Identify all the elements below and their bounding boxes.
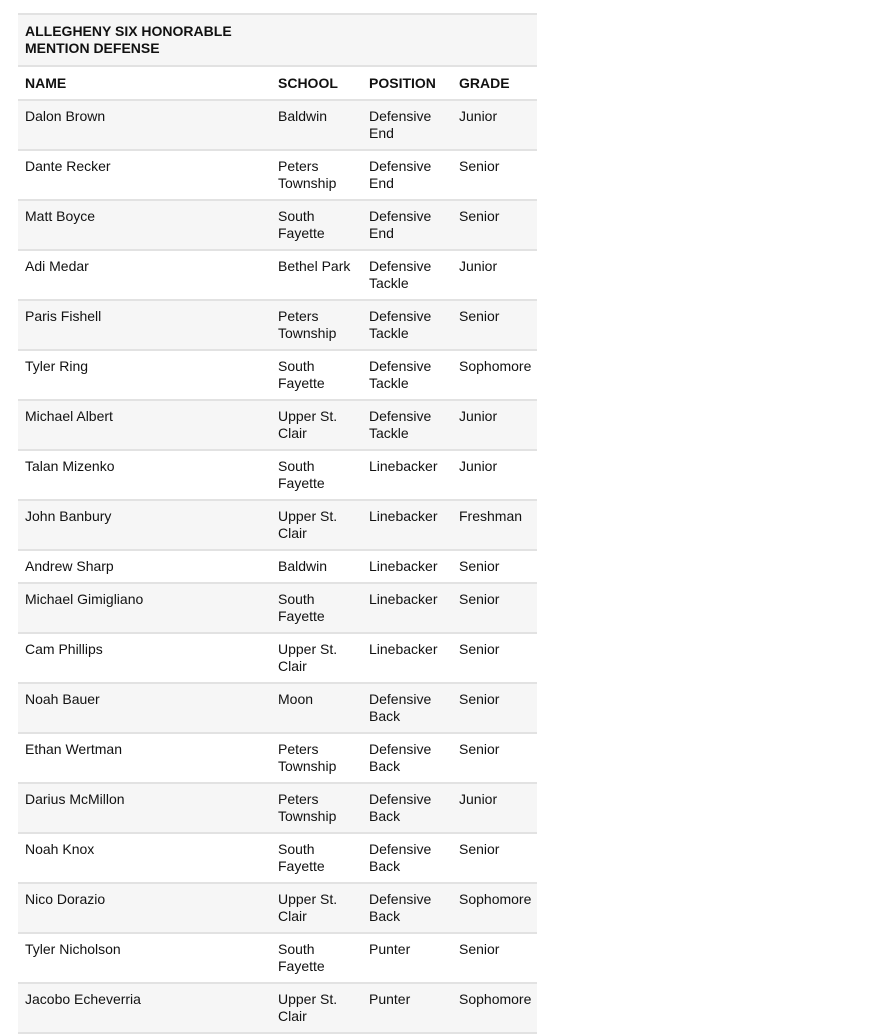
- table-row: [18, 833, 537, 883]
- cell-position: Defensive Tackle: [362, 250, 452, 300]
- cell-position: Punter: [362, 983, 452, 1033]
- cell-position: Defensive Tackle: [362, 400, 452, 450]
- cell-school: Upper St. Clair: [271, 983, 362, 1033]
- table-row: [18, 550, 537, 583]
- table-row: [18, 933, 537, 983]
- cell-position: Defensive End: [362, 200, 452, 250]
- cell-grade: Freshman: [452, 500, 537, 550]
- table-row: [18, 300, 537, 350]
- cell-grade: Senior: [452, 150, 537, 200]
- cell-name: Michael Gimigliano: [18, 583, 271, 633]
- column-header-name: NAME: [18, 66, 271, 100]
- cell-name: Noah Knox: [18, 833, 271, 883]
- cell-position: Linebacker: [362, 583, 452, 633]
- cell-school: South Fayette: [271, 200, 362, 250]
- cell-school: South Fayette: [271, 833, 362, 883]
- cell-school: South Fayette: [271, 583, 362, 633]
- cell-position: Linebacker: [362, 450, 452, 500]
- cell-grade: Senior: [452, 733, 537, 783]
- cell-school: Peters Township: [271, 783, 362, 833]
- table-body: [18, 100, 537, 1033]
- table-row: [18, 250, 537, 300]
- table-row: [18, 350, 537, 400]
- cell-position: Defensive Back: [362, 883, 452, 933]
- cell-grade: Senior: [452, 633, 537, 683]
- cell-position: Defensive Back: [362, 833, 452, 883]
- cell-school: Upper St. Clair: [271, 400, 362, 450]
- cell-grade: Senior: [452, 683, 537, 733]
- cell-name: Ethan Wertman: [18, 733, 271, 783]
- cell-name: Michael Albert: [18, 400, 271, 450]
- cell-position: Defensive End: [362, 100, 452, 150]
- honorable-mention-defense-table: [18, 13, 537, 1034]
- cell-position: Linebacker: [362, 633, 452, 683]
- cell-name: John Banbury: [18, 500, 271, 550]
- column-header-position: POSITION: [362, 66, 452, 100]
- table-row: [18, 633, 537, 683]
- cell-name: Nico Dorazio: [18, 883, 271, 933]
- cell-school: Upper St. Clair: [271, 883, 362, 933]
- table-row: [18, 450, 537, 500]
- cell-position: Defensive Tackle: [362, 300, 452, 350]
- cell-school: Peters Township: [271, 733, 362, 783]
- cell-name: Dalon Brown: [18, 100, 271, 150]
- cell-school: South Fayette: [271, 450, 362, 500]
- cell-name: Andrew Sharp: [18, 550, 271, 583]
- cell-position: Defensive Tackle: [362, 350, 452, 400]
- table-header-row: [18, 66, 537, 100]
- cell-grade: Sophomore: [452, 883, 537, 933]
- cell-school: Peters Township: [271, 300, 362, 350]
- cell-school: South Fayette: [271, 350, 362, 400]
- cell-name: Jacobo Echeverria: [18, 983, 271, 1033]
- cell-name: Darius McMillon: [18, 783, 271, 833]
- cell-grade: Senior: [452, 833, 537, 883]
- column-header-school: SCHOOL: [271, 66, 362, 100]
- cell-school: Baldwin: [271, 100, 362, 150]
- table-row: [18, 150, 537, 200]
- cell-school: Peters Township: [271, 150, 362, 200]
- table-row: [18, 983, 537, 1033]
- cell-grade: Junior: [452, 783, 537, 833]
- cell-name: Tyler Ring: [18, 350, 271, 400]
- cell-name: Dante Recker: [18, 150, 271, 200]
- cell-name: Cam Phillips: [18, 633, 271, 683]
- cell-name: Matt Boyce: [18, 200, 271, 250]
- cell-name: Tyler Nicholson: [18, 933, 271, 983]
- cell-name: Talan Mizenko: [18, 450, 271, 500]
- table-title: ALLEGHENY SIX HONORABLE MENTION DEFENSE: [25, 23, 232, 56]
- cell-grade: Senior: [452, 200, 537, 250]
- cell-position: Punter: [362, 933, 452, 983]
- table-row: [18, 400, 537, 450]
- cell-position: Linebacker: [362, 550, 452, 583]
- table-row: [18, 100, 537, 150]
- cell-grade: Sophomore: [452, 350, 537, 400]
- table-row: [18, 200, 537, 250]
- cell-school: Upper St. Clair: [271, 500, 362, 550]
- table-row: [18, 733, 537, 783]
- cell-grade: Junior: [452, 450, 537, 500]
- cell-name: Noah Bauer: [18, 683, 271, 733]
- cell-position: Defensive Back: [362, 683, 452, 733]
- cell-grade: Senior: [452, 583, 537, 633]
- cell-school: Moon: [271, 683, 362, 733]
- cell-grade: Junior: [452, 250, 537, 300]
- cell-school: Baldwin: [271, 550, 362, 583]
- table-row: [18, 783, 537, 833]
- table-row: [18, 583, 537, 633]
- cell-position: Defensive End: [362, 150, 452, 200]
- table-row: [18, 500, 537, 550]
- cell-grade: Sophomore: [452, 983, 537, 1033]
- table-row: [18, 883, 537, 933]
- cell-name: Adi Medar: [18, 250, 271, 300]
- cell-position: Linebacker: [362, 500, 452, 550]
- cell-position: Defensive Back: [362, 733, 452, 783]
- cell-grade: Senior: [452, 300, 537, 350]
- cell-grade: Senior: [452, 550, 537, 583]
- table-title-row: [18, 14, 537, 66]
- cell-grade: Junior: [452, 400, 537, 450]
- table-row: [18, 683, 537, 733]
- cell-name: Paris Fishell: [18, 300, 271, 350]
- table-title-cell: [18, 14, 537, 66]
- cell-school: Upper St. Clair: [271, 633, 362, 683]
- cell-position: Defensive Back: [362, 783, 452, 833]
- column-header-grade: GRADE: [452, 66, 537, 100]
- cell-school: South Fayette: [271, 933, 362, 983]
- cell-grade: Senior: [452, 933, 537, 983]
- honorable-mention-table-container: [18, 13, 537, 1034]
- cell-grade: Junior: [452, 100, 537, 150]
- cell-school: Bethel Park: [271, 250, 362, 300]
